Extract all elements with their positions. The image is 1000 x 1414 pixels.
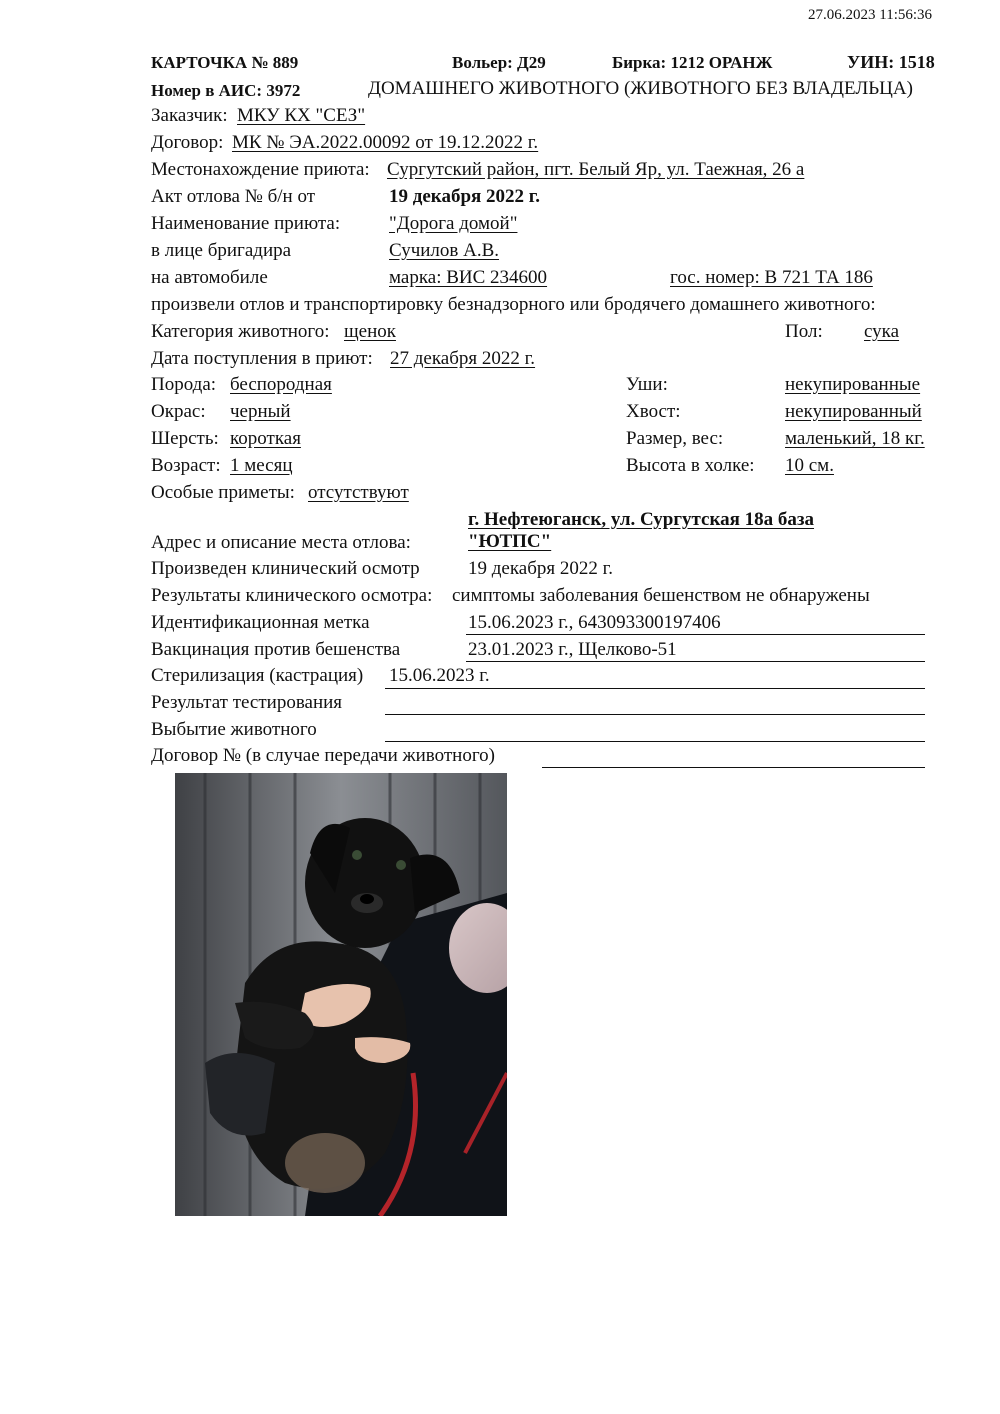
coat-label: Шерсть: — [151, 428, 219, 449]
uin: УИН: 1518 — [847, 52, 935, 72]
arrival-label: Дата поступления в приют: — [151, 348, 373, 369]
exam-results-label: Результаты клинического осмотра: — [151, 585, 433, 606]
ears-value: некупированные — [785, 374, 921, 395]
transfer-contract-label: Договор № (в случае передачи животного) — [151, 745, 495, 766]
ears-label: Уши: — [626, 374, 668, 395]
exam-results-value: симптомы заболевания бешенством не обнаружены — [452, 585, 870, 606]
marks-label: Особые приметы: — [151, 482, 295, 503]
sterilization-line — [385, 688, 925, 689]
test-result-label: Результат тестирования — [151, 692, 343, 713]
capture-act-label: Акт отлова № б/н от — [151, 186, 316, 207]
height-label: Высота в холке: — [626, 455, 755, 476]
contract-value: МК № ЭА.2022.00092 от 19.12.2022 г. — [232, 132, 539, 153]
timestamp: 27.06.2023 11:56:36 — [808, 7, 933, 23]
vaccination-label: Вакцинация против бешенства — [151, 639, 401, 660]
height-value: 10 см. — [785, 455, 834, 476]
sterilization-label: Стерилизация (кастрация) — [151, 665, 364, 686]
card-title: ДОМАШНЕГО ЖИВОТНОГО (ЖИВОТНОГО БЕЗ ВЛАДЕЛЬЦА) — [368, 78, 913, 99]
tag-number: Бирка: 1212 ОРАНЖ — [612, 53, 773, 72]
shelter-name-value: "Дорога домой" — [389, 213, 518, 234]
id-tag-label: Идентификационная метка — [151, 612, 370, 633]
card-number: КАРТОЧКА № 889 — [151, 53, 299, 72]
contract-label: Договор: — [151, 132, 224, 153]
capture-address-line1: г. Нефтеюганск, ул. Сургутская 18а база — [468, 509, 815, 530]
enclosure: Вольер: Д29 — [452, 53, 546, 72]
age-value: 1 месяц — [230, 455, 293, 476]
exam-value: 19 декабря 2022 г. — [468, 558, 614, 579]
test-result-line — [385, 714, 925, 715]
tail-label: Хвост: — [626, 401, 681, 422]
vehicle-label: на автомобиле — [151, 267, 268, 288]
category-label: Категория животного: — [151, 321, 330, 342]
transfer-contract-line — [542, 767, 925, 768]
size-value: маленький, 18 кг. — [785, 428, 925, 449]
vehicle-model: марка: ВИС 234600 — [389, 267, 548, 288]
customer-value: МКУ КХ "СЕЗ" — [237, 105, 366, 126]
ais-number: Номер в АИС: 3972 — [151, 81, 301, 100]
capture-address-line2: "ЮТПС" — [468, 531, 552, 552]
vaccination-line — [466, 661, 925, 662]
departure-line — [385, 741, 925, 742]
color-label: Окрас: — [151, 401, 206, 422]
id-tag-line — [466, 634, 925, 635]
tail-value: некупированный — [785, 401, 922, 422]
foreman-value: Сучилов А.В. — [389, 240, 500, 261]
marks-value: отсутствуют — [308, 482, 409, 503]
foreman-label: в лице бригадира — [151, 240, 292, 261]
id-tag-value: 15.06.2023 г., 643093300197406 — [468, 612, 721, 633]
shelter-name-label: Наименование приюта: — [151, 213, 341, 234]
capture-address-label: Адрес и описание места отлова: — [151, 532, 411, 553]
shelter-location-value: Сургутский район, пгт. Белый Яр, ул. Таежная, 26 а — [387, 159, 805, 180]
category-value: щенок — [344, 321, 396, 342]
breed-value: беспородная — [230, 374, 332, 395]
age-label: Возраст: — [151, 455, 221, 476]
sex-label: Пол: — [785, 321, 823, 342]
departure-label: Выбытие животного — [151, 719, 317, 740]
sex-value: сука — [864, 321, 900, 342]
exam-label: Произведен клинический осмотр — [151, 558, 420, 579]
sterilization-value: 15.06.2023 г. — [389, 665, 490, 686]
animal-photo — [175, 773, 507, 1216]
breed-label: Порода: — [151, 374, 217, 395]
shelter-location-label: Местонахождение приюта: — [151, 159, 370, 180]
customer-label: Заказчик: — [151, 105, 228, 126]
vehicle-plate: гос. номер: В 721 ТА 186 — [670, 267, 873, 288]
coat-value: короткая — [230, 428, 301, 449]
arrival-value: 27 декабря 2022 г. — [390, 348, 536, 369]
color-value: черный — [230, 401, 291, 422]
size-label: Размер, вес: — [626, 428, 724, 449]
statement: произвели отлов и транспортировку безнадзорного или бродячего домашнего животного: — [151, 294, 876, 315]
vaccination-value: 23.01.2023 г., Щелково-51 — [468, 639, 677, 660]
capture-act-date: 19 декабря 2022 г. — [389, 186, 541, 207]
